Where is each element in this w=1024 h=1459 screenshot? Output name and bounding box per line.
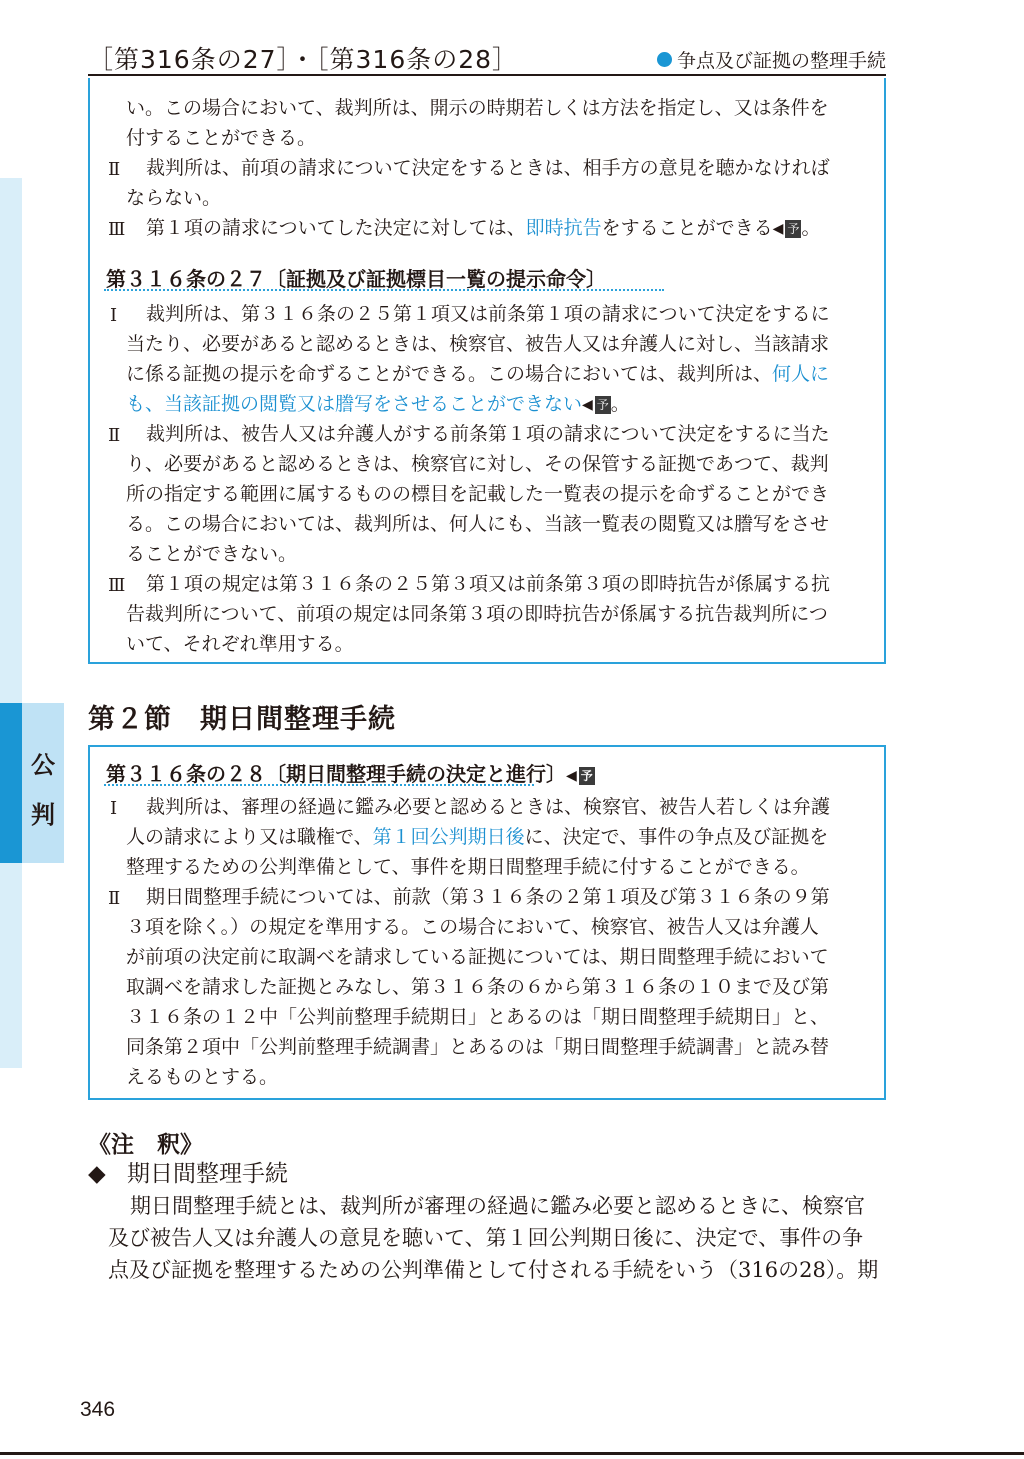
item-number: Ⅱ bbox=[108, 888, 121, 909]
text-line: 取調べを請求した証拠とみなし、第３１６条の６から第３１６条の１０まで及び第 bbox=[126, 976, 830, 998]
text-line bbox=[126, 828, 828, 847]
item-number: Ⅰ bbox=[110, 798, 118, 819]
link-etsuran-tosha[interactable]: も、当該証拠の閲覧又は謄写をさせることができない bbox=[126, 393, 583, 415]
period: 。 bbox=[610, 393, 630, 415]
text-line: 第１項の規定は第３１６条の２５第３項又は前条第３項の即時抗告が係属する抗 bbox=[146, 573, 831, 595]
item-number: Ⅲ bbox=[108, 219, 126, 240]
body-line: 及び被告人又は弁護人の意見を聴いて、第１回公判期日後に、決定で、事件の争 bbox=[108, 1226, 864, 1250]
text-line: る。この場合においては、裁判所は、何人にも、当該一覧表の閲覧又は謄写をさせ bbox=[126, 513, 830, 535]
notes-title: 《注 釈》 bbox=[88, 1132, 203, 1158]
text-line: ３項を除く。）の規定を準用する。この場合において、検察官、被告人又は弁護人 bbox=[126, 916, 819, 938]
text-line: 当たり、必要があると認めるときは、検察官、被告人又は弁護人に対し、当該請求 bbox=[126, 333, 830, 355]
text-line: 裁判所は、前項の請求について決定をするときは、相手方の意見を聴かなければ bbox=[146, 157, 830, 179]
text-line: 裁判所は、第３１６条の２５第１項又は前条第１項の請求について決定をするに bbox=[146, 303, 830, 325]
item-number: Ⅲ bbox=[108, 575, 126, 596]
text-line: 期日間整理手続については、前款（第３１６条の２第１項及び第３１６条の９第 bbox=[146, 886, 830, 908]
body-line: 点及び証拠を整理するための公判準備として付される手続をいう（316の28）。期 bbox=[108, 1258, 879, 1282]
text-line: ならない。 bbox=[126, 187, 222, 209]
text-segment: をすることができる bbox=[601, 217, 773, 239]
title-underline bbox=[104, 289, 664, 291]
text-line: り、必要があると認めるときは、検察官に対し、その保管する証拠であつて、裁判 bbox=[126, 453, 829, 475]
text-line: 付することができる。 bbox=[126, 127, 317, 149]
text-line: ３１６条の１２中「公判前整理手続期日」とあるのは「期日間整理手続期日」と、 bbox=[126, 1006, 830, 1028]
text-line: えるものとする。 bbox=[126, 1066, 279, 1088]
running-header-title: ［第316条の27］・［第316条の28］ bbox=[88, 45, 519, 74]
sidebar-char-1: 公 bbox=[31, 751, 55, 779]
running-header-section bbox=[657, 46, 886, 73]
text-line bbox=[126, 365, 829, 384]
prep-badge-icon: 予 bbox=[596, 397, 609, 412]
arrow-left-icon: ◀ bbox=[582, 396, 593, 413]
text-line: 告裁判所について、前項の規定は同条第３項の即時抗告が係属する抗告裁判所につ bbox=[126, 603, 828, 625]
article-316-27-title: 第３１６条の２７〔証拠及び証拠標目一覧の提示命令〕 bbox=[106, 267, 606, 291]
text-line bbox=[146, 219, 820, 238]
header-divider bbox=[88, 74, 886, 76]
sidebar-char-2: 判 bbox=[31, 801, 55, 829]
text-segment: に係る証拠の提示を命ずることができる。この場合においては、裁判所は、 bbox=[126, 363, 773, 385]
item-number: Ⅱ bbox=[108, 159, 121, 180]
text-line: 裁判所は、審理の経過に鑑み必要と認めるときは、検察官、被告人若しくは弁護 bbox=[146, 796, 831, 818]
article-316-28-title bbox=[106, 758, 595, 787]
section-title: 第２節 期日間整理手続 bbox=[88, 704, 396, 735]
text-line: いて、それぞれ準用する。 bbox=[126, 633, 354, 655]
page-number: 346 bbox=[80, 1398, 116, 1421]
link-nanibito[interactable]: 何人に bbox=[772, 363, 830, 385]
text-line: ることができない。 bbox=[126, 543, 298, 565]
text-segment: に、決定で、事件の争点及び証拠を bbox=[524, 826, 829, 848]
notes-heading bbox=[88, 1155, 288, 1188]
period: 。 bbox=[801, 217, 821, 239]
text-segment: 人の請求により又は職権で、 bbox=[126, 826, 373, 848]
notes-heading-text: 期日間整理手続 bbox=[127, 1161, 289, 1187]
prep-badge-icon: 予 bbox=[580, 768, 593, 783]
body-line: 期日間整理手続とは、裁判所が審理の経過に鑑み必要と認めるときに、検察官 bbox=[130, 1194, 865, 1218]
text-line: 裁判所は、被告人又は弁護人がする前条第１項の請求について決定をするに当た bbox=[146, 423, 830, 445]
text-line: 所の指定する範囲に属するものの標目を記載した一覧表の提示を命ずることができ bbox=[126, 483, 830, 505]
link-first-trial-date[interactable]: 第１回公判期日後 bbox=[372, 826, 525, 848]
text-segment: 第１項の請求についてした決定に対しては、 bbox=[146, 217, 526, 239]
sidebar-tab-marker bbox=[0, 703, 22, 863]
running-header-section-label: 争点及び証拠の整理手続 bbox=[676, 50, 886, 72]
sidebar-tab-label bbox=[22, 703, 64, 863]
text-line: 同条第２項中「公判前整理手続調書」とあるのは「期日間整理手続調書」と読み替 bbox=[126, 1036, 830, 1058]
item-number: Ⅰ bbox=[110, 305, 118, 326]
text-line: 整理するための公判準備として、事件を期日間整理手続に付することができる。 bbox=[126, 856, 810, 878]
diamond-bullet-icon: ◆ bbox=[88, 1161, 106, 1187]
arrow-left-icon: ◀ bbox=[772, 220, 784, 237]
text-line: い。この場合において、裁判所は、開示の時期若しくは方法を指定し、又は条件を bbox=[126, 97, 829, 119]
link-sokuji-kokoku[interactable]: 即時抗告 bbox=[525, 217, 602, 239]
bottom-edge bbox=[0, 1452, 1024, 1455]
article-316-28-title-text: 第３１６条の２８〔期日間整理手続の決定と進行〕 bbox=[106, 762, 566, 786]
prep-badge-icon: 予 bbox=[787, 221, 800, 236]
item-number: Ⅱ bbox=[108, 425, 121, 446]
text-line: が前項の決定前に取調べを請求している証拠については、期日間整理手続において bbox=[126, 946, 829, 968]
text-line bbox=[126, 395, 630, 414]
sidebar-strip bbox=[0, 178, 22, 1068]
blue-dot-icon bbox=[657, 52, 672, 67]
arrow-left-icon: ◀ bbox=[566, 767, 577, 784]
title-underline bbox=[104, 784, 534, 786]
